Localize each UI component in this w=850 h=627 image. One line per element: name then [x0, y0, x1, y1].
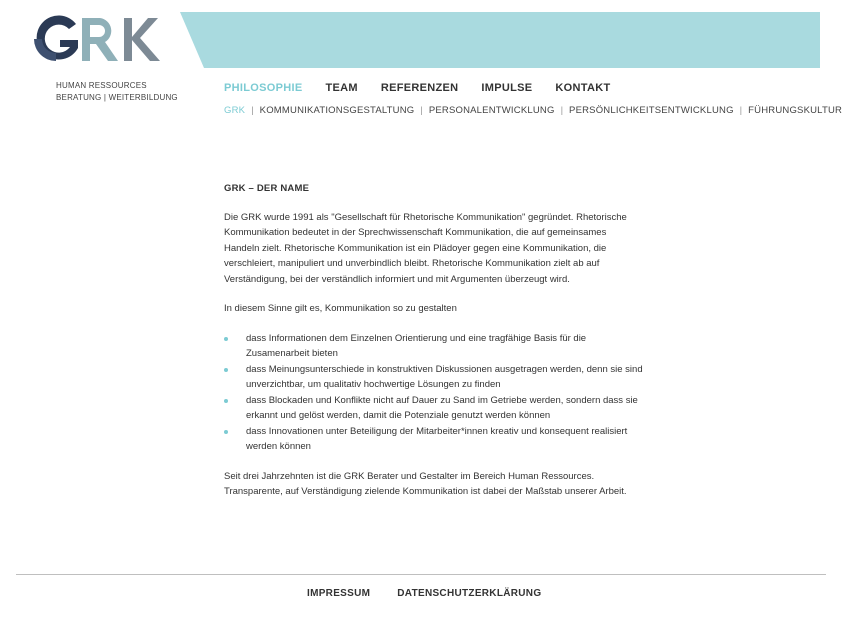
list-item: [224, 393, 644, 424]
subnav-separator: |: [739, 105, 743, 116]
grk-logo[interactable]: [32, 10, 166, 68]
list-item-text: dass Blockaden und Konflikte nicht auf Dauer zu Sand im Getriebe werden, sondern dass sie erkannt und gelöst werden, damit die Potenziale genutzt werden können: [246, 394, 638, 421]
footer-nav: [307, 588, 568, 599]
footer-datenschutz-link[interactable]: DATENSCHUTZERKLÄRUNG: [397, 588, 542, 599]
subnav-grk[interactable]: GRK: [224, 105, 246, 116]
subnav-separator: |: [251, 105, 254, 116]
list-item-text: dass Informationen dem Einzelnen Orientierung und eine tragfähige Basis für die Zusamenarbeit bieten: [246, 332, 587, 359]
header-band: [180, 12, 820, 68]
tagline: [56, 80, 178, 104]
footer-divider: [16, 574, 826, 575]
list-item: [224, 424, 644, 455]
nav-team[interactable]: TEAM: [325, 82, 358, 94]
page-title: GRK – DER NAME: [224, 183, 310, 194]
nav-kontakt[interactable]: KONTAKT: [555, 82, 611, 94]
list-item-text: dass Meinungsunterschiede in konstruktiven Diskussionen ausgetragen werden, denn sie sind unverzichtbar, um qualitativ hochwertige Lösungen zu finden: [246, 363, 643, 390]
subnav-persoenlichkeitsentwicklung[interactable]: PERSÖNLICHKEITSENTWICKLUNG: [569, 105, 734, 116]
subnav-separator: |: [420, 105, 423, 116]
nav-philosophie[interactable]: PHILOSOPHIE: [224, 82, 303, 94]
nav-referenzen[interactable]: REFERENZEN: [380, 82, 459, 94]
footer-impressum-link[interactable]: IMPRESSUM: [307, 588, 371, 599]
nav-impulse[interactable]: IMPULSE: [481, 82, 533, 94]
subnav-fuehrungskultur[interactable]: FÜHRUNGSKULTUR: [748, 105, 843, 116]
grk-logo-icon: [32, 10, 166, 68]
sub-nav: [224, 105, 842, 116]
main-nav: [224, 82, 633, 94]
bullet-icon: [224, 399, 228, 403]
bullet-icon: [224, 368, 228, 372]
tagline-line1: HUMAN RESSOURCES: [56, 81, 147, 90]
subnav-separator: |: [560, 105, 564, 116]
list-item-text: dass Innovationen unter Beteiligung der Mitarbeiter*innen kreativ und konsequent realisiert werden können: [246, 425, 628, 452]
bullet-icon: [224, 430, 228, 434]
bullet-icon: [224, 337, 228, 341]
subnav-personalentwicklung[interactable]: PERSONALENTWICKLUNG: [428, 105, 555, 116]
lead-paragraph: In diesem Sinne gilt es, Kommunikation so zu gestalten: [224, 303, 457, 314]
list-item: [224, 331, 644, 362]
list-item: [224, 362, 644, 393]
tagline-line2: BERATUNG | WEITERBILDUNG: [56, 93, 178, 102]
main-content: [224, 181, 644, 514]
principles-list: [224, 331, 644, 455]
closing-paragraph: Seit drei Jahrzehnten ist die GRK Berater und Gestalter im Bereich Human Ressources. Transparente, auf Verständigung zielende Kommunikation ist dabei der Maßstab unserer Arbeit.: [224, 470, 627, 497]
subnav-kommunikationsgestaltung[interactable]: KOMMUNIKATIONSGESTALTUNG: [259, 105, 415, 116]
intro-paragraph: Die GRK wurde 1991 als "Gesellschaft für Rhetorische Kommunikation" gegründet. Rhetorische Kommunikation bedeutet in der Sprechwissenschaft Kommunikation, die auf gemeinsames Handeln zielt. Rhetorische Kommunikation ist ein Plädoyer gegen eine Kommunikation, die verschleiert, manipuliert und unverbindlich bleibt. Rhetorische Kommunikation zielt ab auf Verständigung, bei der verständlich informiert und mit Argumenten überzeugt wird.: [224, 211, 627, 285]
